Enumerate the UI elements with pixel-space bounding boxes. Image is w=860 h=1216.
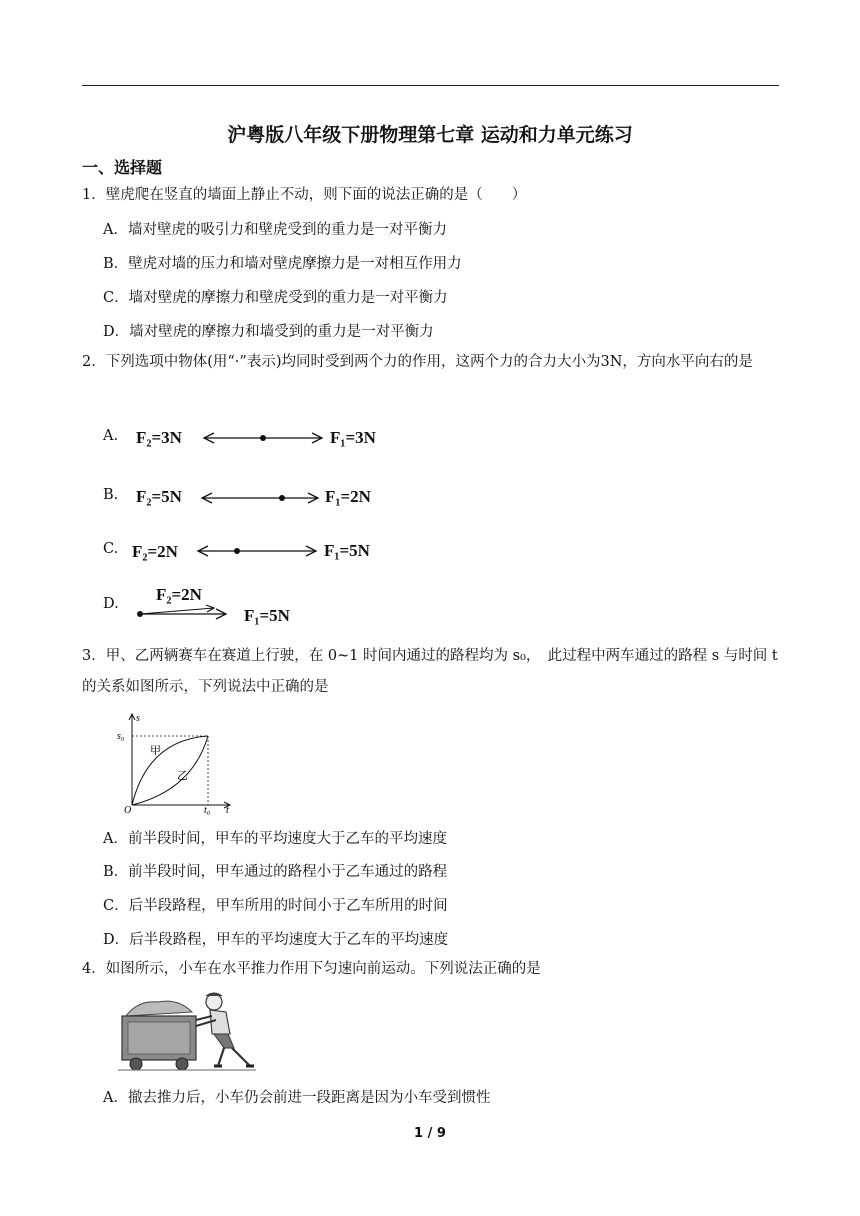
- q2-c-f1: F₁=5N: [324, 541, 370, 560]
- s0-label: s₀: [117, 731, 125, 742]
- q1-option-d[interactable]: D．墙对壁虎的摩擦力和墙受到的重力是一对平衡力: [103, 324, 434, 340]
- t0-label: t₀: [204, 805, 211, 816]
- q2-option-c-label[interactable]: C.: [103, 541, 119, 557]
- q2-b-force-diagram: [198, 488, 323, 508]
- s-axis-label: s: [136, 713, 140, 724]
- q1-option-b[interactable]: B．壁虎对墙的压力和墙对壁虎摩擦力是一对相互作用力: [103, 256, 462, 272]
- q2-option-b-label[interactable]: B.: [103, 487, 119, 503]
- q2-c-force-diagram: [194, 541, 322, 561]
- origin-label: O: [124, 805, 132, 816]
- q2-d-f2: F₂=2N: [156, 585, 202, 604]
- q3-option-b[interactable]: B．前半段时间，甲车通过的路程小于乙车通过的路程: [103, 864, 448, 880]
- q2-d-f1: F₁=5N: [244, 606, 290, 625]
- question-4-stem: 4．如图所示，小车在水平推力作用下匀速向前运动。下列说法正确的是: [82, 961, 541, 977]
- q3-s-t-graph: [112, 712, 242, 816]
- q4-cart-illustration: [118, 990, 258, 1072]
- curve-jia-label: 甲: [150, 745, 161, 757]
- question-3-stem: 3．甲、乙两辆赛车在赛道上行驶，在 0~1 时间内通过的路程均为 s₀， 此过程中两车通过的路程 s 与时间 t 的关系如图所示，下列说法中正确的是: [82, 648, 778, 695]
- q2-a-force-diagram: [200, 428, 330, 448]
- q2-a-f1: F₁=3N: [330, 428, 376, 447]
- curve-yi-label: 乙: [177, 770, 188, 782]
- page-number: 1 / 9: [414, 1126, 446, 1141]
- object-dot: [234, 548, 240, 554]
- q2-b-f2: F₂=5N: [136, 487, 182, 506]
- section-heading: 一、选择题: [82, 158, 163, 177]
- question-2-stem: 2．下列选项中物体(用“·”表示)均同时受到两个力的作用，这两个力的合力大小为3N，方向水平向右的是: [82, 354, 753, 370]
- q1-option-a[interactable]: A．墙对壁虎的吸引力和壁虎受到的重力是一对平衡力: [103, 222, 447, 238]
- q3-option-a[interactable]: A．前半段时间，甲车的平均速度大于乙车的平均速度: [103, 831, 447, 847]
- q2-c-f2: F₂=2N: [132, 542, 178, 561]
- q2-a-f2: F₂=3N: [136, 428, 182, 447]
- q2-option-a-label[interactable]: A.: [103, 428, 119, 444]
- q2-option-d-label[interactable]: D.: [103, 596, 119, 612]
- q1-option-c[interactable]: C．墙对壁虎的摩擦力和壁虎受到的重力是一对平衡力: [103, 290, 448, 306]
- t-axis-label: t: [226, 805, 229, 816]
- question-1-stem: 1．壁虎爬在竖直的墙面上静止不动，则下面的说法正确的是（ ）: [82, 187, 527, 203]
- object-dot: [260, 435, 266, 441]
- q3-option-d[interactable]: D．后半段路程，甲车的平均速度大于乙车的平均速度: [103, 932, 449, 948]
- q2-b-f1: F₁=2N: [325, 487, 371, 506]
- object-dot: [279, 495, 285, 501]
- page-title: 沪粤版八年级下册物理第七章 运动和力单元练习: [227, 124, 633, 146]
- q3-option-c[interactable]: C．后半段路程，甲车所用的时间小于乙车所用的时间: [103, 898, 448, 914]
- header-rule: [82, 85, 779, 86]
- q4-option-a[interactable]: A．撤去推力后，小车仍会前进一段距离是因为小车受到惯性: [103, 1090, 491, 1106]
- q2-d-force-diagram: [134, 604, 244, 624]
